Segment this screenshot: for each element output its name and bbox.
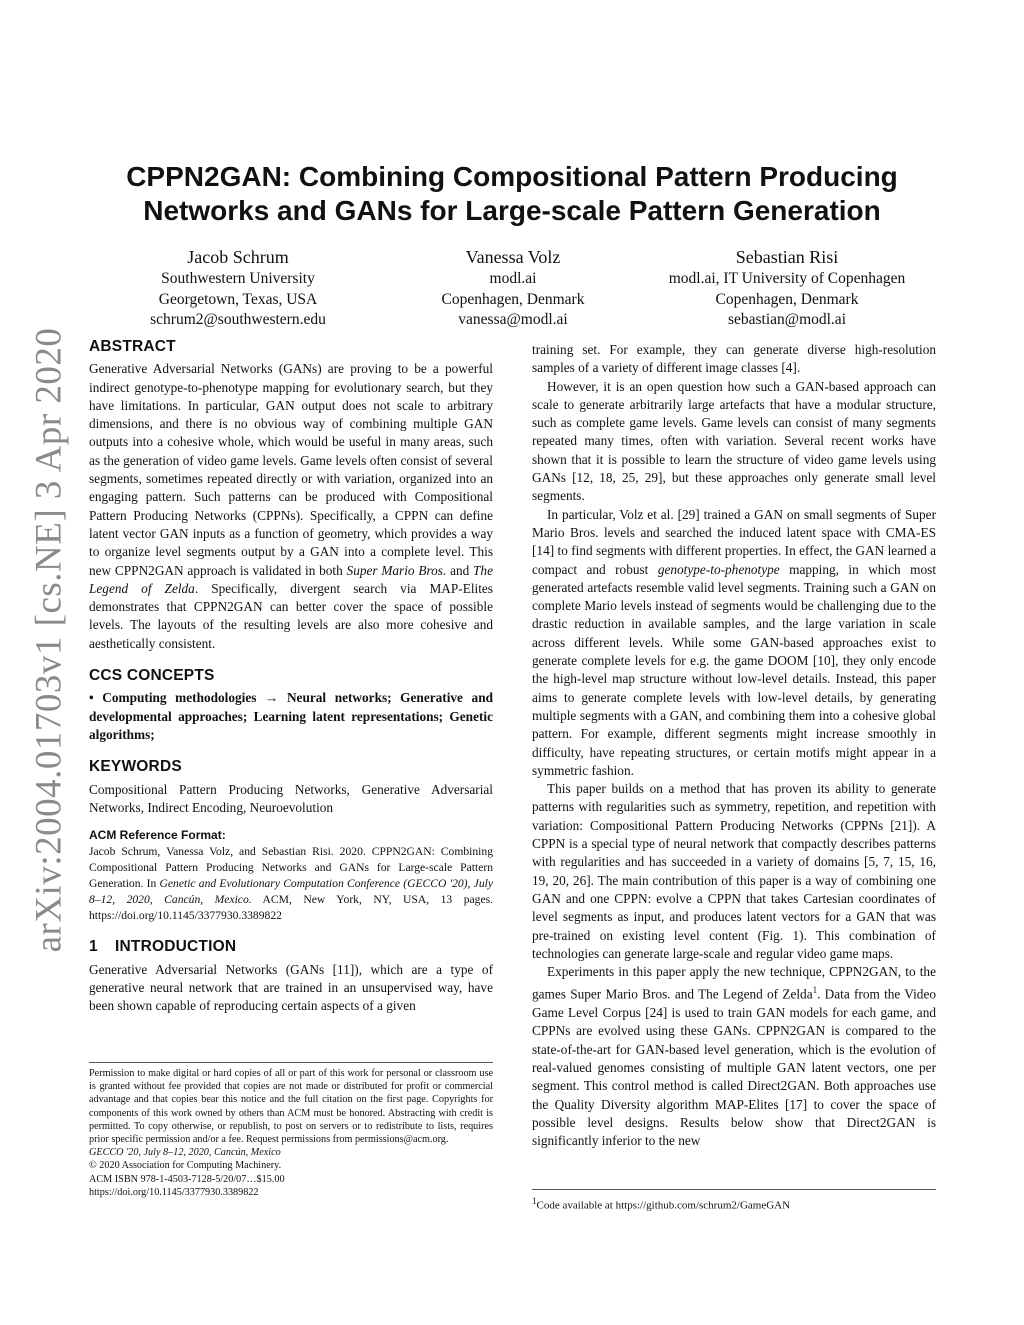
paragraph-part: . Data from the Video Game Level Corpus [24] is used to train GAN models for each game, and CPPNs are evolved using these GANs. CPPN2GAN is compared to the state-of-the-art for GAN-based level generation, which is the evolution of real-valued genomes consisting of multiple GAN latent vectors, one per segment. This control method is called Direct2GAN. Both approaches use the Quality Diversity algorithm MAP-Elites [17] to cover the space of possible level designs. Results below show that Direct2GAN is significantly inferior to the new — [532, 986, 936, 1149]
author-name: Jacob Schrum — [187, 247, 289, 267]
acm-reference-text — [89, 844, 493, 924]
acm-reference-heading: ACM Reference Format: — [89, 828, 226, 843]
abstract-italic-mario: Super Mario Bros. — [346, 562, 447, 578]
left-column — [89, 338, 493, 1016]
author-name: Vanessa Volz — [465, 247, 561, 267]
acm-reference-part: ACM, New York, NY, USA, 13 pages. https://doi.org/10.1145/3377930.3389822 — [89, 893, 494, 923]
copyright-block — [89, 1062, 493, 1199]
abstract-heading: ABSTRACT — [89, 338, 176, 355]
venue-line — [89, 1146, 493, 1159]
doi-link[interactable]: https://doi.org/10.1145/3377930.3389822 — [89, 1186, 259, 1198]
author-affiliation: modl.ai, IT University of Copenhagen — [668, 270, 906, 287]
paragraph — [532, 506, 936, 780]
footnote-text: Code available at https://github.com/schrum2/GameGAN — [536, 1199, 791, 1212]
author-affiliation: modl.ai — [489, 270, 537, 287]
acm-reference-venue: Genetic and Evolutionary Computation Conference (GECCO '20), July 8–12, 2020, Cancún, Mexico. — [89, 877, 493, 907]
title-line-2: Networks and GANs for Large-scale Pattern Generation — [143, 195, 881, 226]
abstract-text-part: . Specifically, divergent search via MAP-Elites demonstrates that CPPN2GAN can better cover the space of possible levels. The layouts of the resulting levels are also more cohesive and aesthetically consistent. — [89, 580, 493, 651]
copyright-line: © 2020 Association for Computing Machinery. — [89, 1160, 282, 1172]
keywords-text: Compositional Pattern Producing Networks, Generative Adversarial Networks, Indirect Encoding, Neuroevolution — [89, 781, 493, 815]
arxiv-stamp: arXiv:2004.01703v1 [cs.NE] 3 Apr 2020 — [28, 327, 70, 953]
paragraph: However, it is an open question how such a GAN-based approach can scale to generate arbitrarily large artefacts that have a modular structure, such as complete game levels. Game levels can consist of many segments repeated many times, often with variation. Several recent works have shown that it is possible to learn the structure of video game levels using GANs [12, 18, 25, 29], but these approaches only generate small level segments. — [532, 378, 936, 504]
author-block-3 — [637, 245, 937, 331]
right-column — [532, 341, 936, 1150]
footnote — [532, 1189, 936, 1213]
abstract-italic-zelda: The Legend of Zelda — [89, 562, 493, 596]
permission-notice: Permission to make digital or hard copies of all or part of this work for personal or classroom use is granted without fee provided that copies are not made or distributed for profit or commercial advantage and that copies bear this notice and the full citation on the first page. Copyrights for components of this work owned by others than ACM must be honored. Abstracting with credit is permitted. To copy otherwise, or republish, to post on servers or to redistribute to lists, requires prior specific permission and/or a fee. Request permissions from permissions@acm.org. — [89, 1068, 493, 1146]
ccs-concepts-text: • Computing methodologies → Neural networks; Generative and developmental approaches; Learning latent representations; Genetic algorithms; — [89, 690, 493, 742]
author-location: Copenhagen, Denmark — [715, 290, 859, 308]
section-title: INTRODUCTION — [115, 938, 237, 956]
venue-text: GECCO '20, July 8–12, 2020, Cancún, Mexico — [89, 1147, 281, 1159]
author-location: Copenhagen, Denmark — [441, 290, 585, 308]
footnote-ref[interactable]: 1 — [812, 985, 818, 996]
isbn-line: ACM ISBN 978-1-4503-7128-5/20/07…$15.00 — [89, 1173, 285, 1185]
paper-title — [0, 160, 1024, 228]
title-line-1: CPPN2GAN: Combining Compositional Pattern Producing — [126, 161, 898, 192]
keywords-heading: KEYWORDS — [89, 758, 182, 776]
author-block-2 — [363, 245, 663, 331]
paragraph-italic: genotype-to-phenotype — [657, 561, 780, 577]
author-email[interactable]: sebastian@modl.ai — [727, 311, 846, 328]
author-location: Georgetown, Texas, USA — [158, 290, 318, 308]
footnote-mark: 1 — [532, 1196, 537, 1206]
abstract-text-part: Generative Adversarial Networks (GANs) are proving to be a powerful indirect genotype-to-phenotype mapping for evolutionary search, but they have limitations. In particular, GAN output does not scale to arbitrary dimensions, and there is no obvious way of combining multiple GAN outputs into a cohesive whole, which would be useful in many areas, such as the generation of video game levels. Game levels often consist of several segments, sometimes repeated directly or with variation, organized into an engaging pattern. Such patterns can be produced with Compositional Pattern Producing Networks (CPPNs). Specifically, a CPPN can define latent vector GAN inputs as a function of geometry, which provides a way to organize level segments output by a GAN into a complete level. This new CPPN2GAN approach is validated in both — [89, 361, 493, 578]
introduction-heading — [89, 938, 493, 956]
author-email[interactable]: vanessa@modl.ai — [458, 311, 568, 328]
paragraph-part: mapping, in which most generated artefacts resemble valid level segments. Training such a GAN on complete Mario levels instead of segments would be challenging due to the drastic reduction in available samples, and the large variation in scale across different levels. While some GAN-based approaches exist to generate complete levels for e.g. the game DOOM [10], they only encode the high-level map structure without low-level details. Instead, this paper aims to generate complete levels with low-level details, by generating multiple segments with a GAN, and combining them into a cohesive global pattern. For example, different segments might increase smoothly in difficulty, have repeating structures, or certain motifs might appear in a symmetric fashion. — [532, 561, 937, 778]
introduction-text: Generative Adversarial Networks (GANs [11]), which are a type of generative neural network that are trained in an unsupervised way, have been shown capable of reproducing certain aspects of a given — [89, 961, 493, 1014]
paragraph-part: Experiments in this paper apply the new technique, CPPN2GAN, to the games Super Mario Bros. and The Legend of Zelda — [532, 964, 936, 1002]
paragraph: training set. For example, they can generate diverse high-resolution samples of a variety of different image classes [4]. — [532, 342, 936, 376]
acm-reference-part: Jacob Schrum, Vanessa Volz, and Sebastian Risi. 2020. CPPN2GAN: Combining Compositional Pattern Producing Networks and GANs for Large-scale Pattern Generation. In — [89, 845, 493, 891]
abstract-text — [89, 360, 493, 653]
author-name: Sebastian Risi — [735, 247, 839, 267]
author-affiliation: Southwestern University — [161, 270, 315, 287]
author-block-1 — [88, 245, 388, 331]
author-email[interactable]: schrum2@southwestern.edu — [150, 311, 326, 328]
ccs-heading: CCS CONCEPTS — [89, 667, 215, 685]
paragraph-part: In particular, Volz et al. [29] trained a GAN on small segments of Super Mario Bros. levels and searched the induced latent space with CMA-ES [14] to find segments with different properties. In effect, the GAN learned a compact and robust — [532, 506, 936, 577]
abstract-text-part: and — [450, 562, 470, 578]
paragraph — [532, 963, 936, 1150]
section-number: 1 — [89, 938, 98, 956]
paragraph: This paper builds on a method that has proven its ability to generate patterns with regularities such as symmetry, repetition, and repetition with variation: Compositional Pattern Producing Networks (CPPNs [21]). A CPPN is a special type of neural network that compactly describes patterns with regularities and has succeeded in a variety of domains [5, 7, 15, 16, 19, 20, 26]. The main contribution of this paper is a way of combining one GAN and one CPPN: evolve a CPPN that takes Cartesian coordinates of level segments as input, and produces latent vectors for a GAN that was pre-trained on existing level content (Fig. 1). This combination of technologies can generate large-scale and regular video game maps. — [532, 781, 936, 961]
